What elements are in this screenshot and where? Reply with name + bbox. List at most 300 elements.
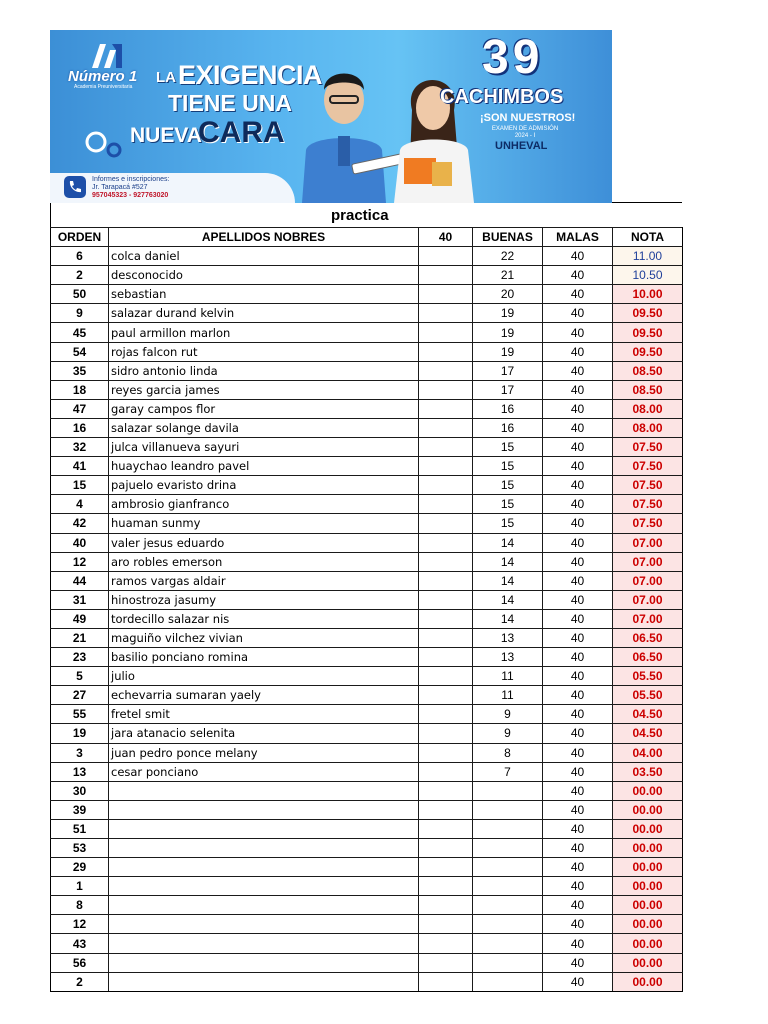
- cell-blank: [419, 438, 473, 457]
- cell-buenas: 14: [473, 609, 543, 628]
- cell-nota: 05.50: [613, 686, 683, 705]
- cell-malas: 40: [543, 380, 613, 399]
- cell-blank: [419, 247, 473, 266]
- cell-nota: 00.00: [613, 858, 683, 877]
- cell-malas: 40: [543, 266, 613, 285]
- cell-buenas: 16: [473, 418, 543, 437]
- cell-blank: [419, 342, 473, 361]
- cell-malas: 40: [543, 686, 613, 705]
- col-header-orden: ORDEN: [51, 228, 109, 247]
- cell-blank: [419, 648, 473, 667]
- table-row: [51, 724, 683, 743]
- cell-malas: 40: [543, 972, 613, 991]
- cell-blank: [419, 380, 473, 399]
- cell-name: tordecillo salazar nis: [109, 609, 419, 628]
- col-header-40: 40: [419, 228, 473, 247]
- cell-nota: 04.50: [613, 705, 683, 724]
- cell-malas: 40: [543, 399, 613, 418]
- cell-name: [109, 800, 419, 819]
- exam-period: 2024 - I: [514, 133, 536, 139]
- table-row: [51, 667, 683, 686]
- cell-orden: 2: [51, 972, 109, 991]
- cell-malas: 40: [543, 819, 613, 838]
- cell-blank: [419, 323, 473, 342]
- exam-info: [478, 126, 572, 140]
- cell-malas: 40: [543, 858, 613, 877]
- cell-malas: 40: [543, 705, 613, 724]
- cell-blank: [419, 953, 473, 972]
- cell-name: ramos vargas aldair: [109, 571, 419, 590]
- cell-orden: 18: [51, 380, 109, 399]
- cell-name: [109, 915, 419, 934]
- cell-name: pajuelo evaristo drina: [109, 476, 419, 495]
- table-row: [51, 972, 683, 991]
- table-row: [51, 839, 683, 858]
- cell-nota: 00.00: [613, 839, 683, 858]
- table-row: [51, 686, 683, 705]
- cell-orden: 8: [51, 896, 109, 915]
- logo-text: Número 1: [68, 68, 138, 85]
- cell-orden: 12: [51, 915, 109, 934]
- table-body: [51, 247, 683, 992]
- cell-nota: 00.00: [613, 800, 683, 819]
- cell-name: valer jesus eduardo: [109, 533, 419, 552]
- table-row: [51, 896, 683, 915]
- cell-nota: 06.50: [613, 648, 683, 667]
- academy-logo: [68, 42, 144, 88]
- col-header-malas: MALAS: [543, 228, 613, 247]
- cell-malas: 40: [543, 934, 613, 953]
- cell-blank: [419, 609, 473, 628]
- cell-blank: [419, 762, 473, 781]
- cell-blank: [419, 743, 473, 762]
- sheet-title: practica: [331, 207, 389, 224]
- cell-name: juan pedro ponce melany: [109, 743, 419, 762]
- cell-malas: 40: [543, 896, 613, 915]
- cell-name: [109, 858, 419, 877]
- cell-nota: 07.50: [613, 476, 683, 495]
- cell-blank: [419, 858, 473, 877]
- cell-buenas: 19: [473, 342, 543, 361]
- cell-buenas: [473, 858, 543, 877]
- cell-nota: 08.00: [613, 418, 683, 437]
- cell-nota: 00.00: [613, 877, 683, 896]
- table-row: [51, 705, 683, 724]
- cell-orden: 1: [51, 877, 109, 896]
- cell-malas: 40: [543, 304, 613, 323]
- cell-orden: 23: [51, 648, 109, 667]
- cell-blank: [419, 819, 473, 838]
- table-row: [51, 457, 683, 476]
- cell-buenas: [473, 800, 543, 819]
- cell-nota: 04.00: [613, 743, 683, 762]
- cell-nota: 00.00: [613, 896, 683, 915]
- cell-malas: 40: [543, 457, 613, 476]
- cell-name: salazar solange davila: [109, 418, 419, 437]
- cell-name: salazar durand kelvin: [109, 304, 419, 323]
- cell-name: echevarria sumaran yaely: [109, 686, 419, 705]
- table-row: [51, 609, 683, 628]
- cell-orden: 45: [51, 323, 109, 342]
- cell-name: huaman sunmy: [109, 514, 419, 533]
- table-row: [51, 514, 683, 533]
- cell-malas: 40: [543, 495, 613, 514]
- cell-blank: [419, 896, 473, 915]
- decorative-circles-icon: [82, 130, 132, 160]
- table-row: [51, 934, 683, 953]
- cell-orden: 12: [51, 552, 109, 571]
- cell-malas: 40: [543, 743, 613, 762]
- table-row: [51, 247, 683, 266]
- cell-orden: 41: [51, 457, 109, 476]
- cell-orden: 55: [51, 705, 109, 724]
- table-row: [51, 361, 683, 380]
- cell-malas: 40: [543, 438, 613, 457]
- table-row: [51, 266, 683, 285]
- cell-nota: 07.00: [613, 590, 683, 609]
- cell-orden: 35: [51, 361, 109, 380]
- cell-nota: 03.50: [613, 762, 683, 781]
- cell-buenas: 14: [473, 590, 543, 609]
- cell-malas: 40: [543, 877, 613, 896]
- cell-name: reyes garcia james: [109, 380, 419, 399]
- cell-nota: 05.50: [613, 667, 683, 686]
- cell-blank: [419, 686, 473, 705]
- cell-malas: 40: [543, 476, 613, 495]
- son-nuestros-text: ¡SON NUESTROS!: [480, 112, 576, 124]
- cell-orden: 42: [51, 514, 109, 533]
- cell-buenas: 11: [473, 667, 543, 686]
- cell-blank: [419, 457, 473, 476]
- cell-orden: 2: [51, 266, 109, 285]
- cell-nota: 07.00: [613, 533, 683, 552]
- students-photo: [282, 50, 482, 203]
- slogan-cara: CARA: [198, 116, 285, 149]
- table-row: [51, 858, 683, 877]
- cell-name: desconocido: [109, 266, 419, 285]
- contact-address: Jr. Tarapacá #527: [92, 184, 148, 191]
- cell-orden: 39: [51, 800, 109, 819]
- cell-name: fretel smit: [109, 705, 419, 724]
- cell-malas: 40: [543, 953, 613, 972]
- cell-malas: 40: [543, 609, 613, 628]
- admissions-count: 39: [482, 31, 544, 84]
- cell-nota: 00.00: [613, 915, 683, 934]
- table-row: [51, 476, 683, 495]
- cell-nota: 00.00: [613, 934, 683, 953]
- table-row: [51, 953, 683, 972]
- cell-malas: 40: [543, 915, 613, 934]
- cell-orden: 56: [51, 953, 109, 972]
- phone-icon: [64, 176, 86, 198]
- cell-name: cesar ponciano: [109, 762, 419, 781]
- cell-buenas: 15: [473, 495, 543, 514]
- cell-name: sebastian: [109, 285, 419, 304]
- cell-name: basilio ponciano romina: [109, 648, 419, 667]
- cell-malas: 40: [543, 571, 613, 590]
- table-row: [51, 342, 683, 361]
- banner-contact-strip: [50, 173, 295, 203]
- cell-orden: 31: [51, 590, 109, 609]
- cell-blank: [419, 285, 473, 304]
- cell-buenas: 9: [473, 705, 543, 724]
- cell-orden: 49: [51, 609, 109, 628]
- cell-buenas: [473, 934, 543, 953]
- cell-name: [109, 877, 419, 896]
- cell-buenas: 9: [473, 724, 543, 743]
- table-row: [51, 285, 683, 304]
- cell-orden: 19: [51, 724, 109, 743]
- cell-nota: 07.00: [613, 609, 683, 628]
- cell-malas: 40: [543, 667, 613, 686]
- cell-buenas: 14: [473, 571, 543, 590]
- cell-nota: 07.00: [613, 571, 683, 590]
- cell-malas: 40: [543, 724, 613, 743]
- cell-name: [109, 819, 419, 838]
- cell-orden: 30: [51, 781, 109, 800]
- cell-buenas: 17: [473, 361, 543, 380]
- cell-orden: 15: [51, 476, 109, 495]
- table-row: [51, 418, 683, 437]
- cell-malas: 40: [543, 247, 613, 266]
- cell-malas: 40: [543, 762, 613, 781]
- cell-name: huaychao leandro pavel: [109, 457, 419, 476]
- cell-orden: 32: [51, 438, 109, 457]
- slogan-exigencia: EXIGENCIA: [178, 60, 323, 90]
- cachimbos-title: CACHIMBOS: [440, 86, 564, 108]
- cell-nota: 07.50: [613, 495, 683, 514]
- cell-orden: 53: [51, 839, 109, 858]
- cell-blank: [419, 705, 473, 724]
- table-row: [51, 438, 683, 457]
- table-row: [51, 304, 683, 323]
- promo-banner: [50, 30, 612, 203]
- table-row: [51, 915, 683, 934]
- cell-blank: [419, 781, 473, 800]
- sheet-title-row: [50, 203, 682, 227]
- cell-nota: 08.50: [613, 361, 683, 380]
- cell-name: julca villanueva sayuri: [109, 438, 419, 457]
- cell-nota: 04.50: [613, 724, 683, 743]
- cell-name: colca daniel: [109, 247, 419, 266]
- col-header-buenas: BUENAS: [473, 228, 543, 247]
- slogan-tiene-una: TIENE UNA: [168, 90, 292, 116]
- table-row: [51, 648, 683, 667]
- table-row: [51, 323, 683, 342]
- cell-nota: 11.00: [613, 247, 683, 266]
- col-header-nota: NOTA: [613, 228, 683, 247]
- contact-heading: Informes e inscripciones:: [92, 176, 170, 183]
- cell-malas: 40: [543, 342, 613, 361]
- cell-name: [109, 934, 419, 953]
- table-row: [51, 819, 683, 838]
- cell-buenas: 22: [473, 247, 543, 266]
- cell-nota: 07.50: [613, 457, 683, 476]
- table-row: [51, 762, 683, 781]
- cell-buenas: 19: [473, 304, 543, 323]
- cell-orden: 44: [51, 571, 109, 590]
- table-row: [51, 552, 683, 571]
- cell-blank: [419, 533, 473, 552]
- logo-subtitle: Academia Preuniversitaria: [74, 84, 133, 90]
- university-name: UNHEVAL: [495, 140, 548, 152]
- cell-blank: [419, 304, 473, 323]
- cell-orden: 47: [51, 399, 109, 418]
- cell-buenas: 17: [473, 380, 543, 399]
- cell-malas: 40: [543, 839, 613, 858]
- cell-nota: 09.50: [613, 304, 683, 323]
- table-row: [51, 533, 683, 552]
- contact-info: [92, 176, 169, 200]
- cell-name: sidro antonio linda: [109, 361, 419, 380]
- cell-orden: 13: [51, 762, 109, 781]
- cell-buenas: 13: [473, 628, 543, 647]
- cell-name: rojas falcon rut: [109, 342, 419, 361]
- table-row: [51, 781, 683, 800]
- cell-buenas: 15: [473, 438, 543, 457]
- cell-orden: 5: [51, 667, 109, 686]
- cell-buenas: 11: [473, 686, 543, 705]
- cell-nota: 07.00: [613, 552, 683, 571]
- cell-nota: 09.50: [613, 323, 683, 342]
- cell-buenas: [473, 896, 543, 915]
- cell-name: [109, 781, 419, 800]
- cell-buenas: 21: [473, 266, 543, 285]
- table-row: [51, 800, 683, 819]
- cell-buenas: 14: [473, 533, 543, 552]
- cell-blank: [419, 724, 473, 743]
- logo-mark-icon: [90, 42, 124, 70]
- cell-nota: 07.50: [613, 514, 683, 533]
- cell-name: jara atanacio selenita: [109, 724, 419, 743]
- cell-orden: 3: [51, 743, 109, 762]
- cell-nota: 09.50: [613, 342, 683, 361]
- cell-name: hinostroza jasumy: [109, 590, 419, 609]
- cell-blank: [419, 667, 473, 686]
- cell-buenas: [473, 819, 543, 838]
- cell-malas: 40: [543, 800, 613, 819]
- cell-name: maguiño vilchez vivian: [109, 628, 419, 647]
- cell-nota: 07.50: [613, 438, 683, 457]
- table-row: [51, 877, 683, 896]
- cell-malas: 40: [543, 628, 613, 647]
- cell-malas: 40: [543, 514, 613, 533]
- cell-orden: 40: [51, 533, 109, 552]
- cell-orden: 29: [51, 858, 109, 877]
- cell-blank: [419, 972, 473, 991]
- cell-orden: 50: [51, 285, 109, 304]
- cell-malas: 40: [543, 323, 613, 342]
- cell-nota: 08.50: [613, 380, 683, 399]
- cell-nota: 10.50: [613, 266, 683, 285]
- cell-orden: 4: [51, 495, 109, 514]
- cell-orden: 9: [51, 304, 109, 323]
- cell-blank: [419, 361, 473, 380]
- cell-nota: 00.00: [613, 953, 683, 972]
- cell-blank: [419, 266, 473, 285]
- table-header-row: [51, 228, 683, 247]
- cell-buenas: 13: [473, 648, 543, 667]
- cell-malas: 40: [543, 781, 613, 800]
- cell-orden: 27: [51, 686, 109, 705]
- table-row: [51, 399, 683, 418]
- cell-blank: [419, 476, 473, 495]
- table-row: [51, 380, 683, 399]
- cell-name: [109, 896, 419, 915]
- cell-blank: [419, 514, 473, 533]
- cell-buenas: 19: [473, 323, 543, 342]
- results-table: [50, 227, 683, 992]
- table-row: [51, 628, 683, 647]
- cell-nota: 00.00: [613, 781, 683, 800]
- cell-buenas: 7: [473, 762, 543, 781]
- cell-malas: 40: [543, 418, 613, 437]
- cell-orden: 54: [51, 342, 109, 361]
- cell-buenas: [473, 877, 543, 896]
- cell-nota: 06.50: [613, 628, 683, 647]
- cell-name: garay campos flor: [109, 399, 419, 418]
- results-sheet: [50, 203, 682, 992]
- cell-blank: [419, 418, 473, 437]
- cell-blank: [419, 877, 473, 896]
- cell-nota: 08.00: [613, 399, 683, 418]
- contact-phones: 957045323 - 927763020: [92, 192, 169, 199]
- exam-label: EXAMEN DE ADMISIÓN: [491, 126, 559, 132]
- cell-blank: [419, 399, 473, 418]
- cell-orden: 21: [51, 628, 109, 647]
- cell-blank: [419, 571, 473, 590]
- cell-buenas: 15: [473, 514, 543, 533]
- cell-blank: [419, 628, 473, 647]
- cell-buenas: 15: [473, 476, 543, 495]
- cell-blank: [419, 590, 473, 609]
- cell-orden: 16: [51, 418, 109, 437]
- table-row: [51, 571, 683, 590]
- cell-buenas: [473, 839, 543, 858]
- cell-malas: 40: [543, 285, 613, 304]
- cell-name: paul armillon marlon: [109, 323, 419, 342]
- cell-buenas: [473, 972, 543, 991]
- cell-orden: 6: [51, 247, 109, 266]
- cell-malas: 40: [543, 648, 613, 667]
- slogan-nueva: NUEVA: [130, 124, 202, 147]
- cell-name: [109, 972, 419, 991]
- col-header-apellidos: APELLIDOS NOBRES: [109, 228, 419, 247]
- table-row: [51, 743, 683, 762]
- cell-buenas: [473, 915, 543, 934]
- cell-buenas: 8: [473, 743, 543, 762]
- cell-blank: [419, 934, 473, 953]
- cell-name: [109, 953, 419, 972]
- cell-nota: 10.00: [613, 285, 683, 304]
- cell-name: [109, 839, 419, 858]
- cell-name: aro robles emerson: [109, 552, 419, 571]
- cell-blank: [419, 839, 473, 858]
- cell-orden: 43: [51, 934, 109, 953]
- cell-buenas: 16: [473, 399, 543, 418]
- table-row: [51, 590, 683, 609]
- cell-blank: [419, 495, 473, 514]
- cell-blank: [419, 552, 473, 571]
- cell-nota: 00.00: [613, 819, 683, 838]
- cell-orden: 51: [51, 819, 109, 838]
- cell-malas: 40: [543, 590, 613, 609]
- cell-buenas: 15: [473, 457, 543, 476]
- cell-buenas: 20: [473, 285, 543, 304]
- cell-buenas: [473, 953, 543, 972]
- cell-blank: [419, 800, 473, 819]
- table-row: [51, 495, 683, 514]
